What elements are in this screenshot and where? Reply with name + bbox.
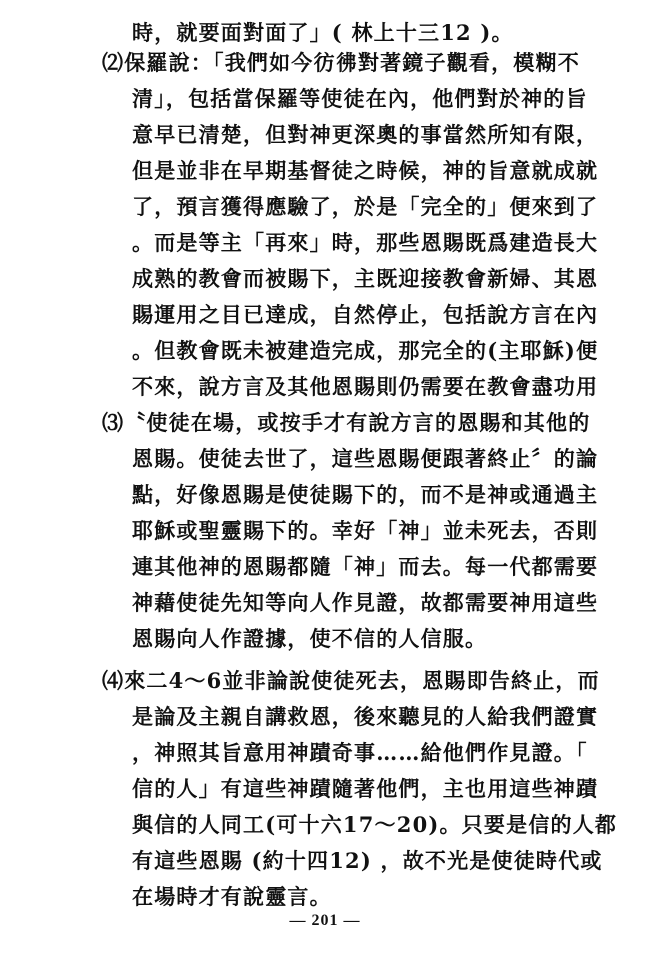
text-line: 清」，包括當保羅等使徒在內，他們對於神的旨 <box>132 86 588 111</box>
text-line: 與信的人同工(可十六17～20)。只要是信的人都 <box>132 812 618 837</box>
text-line: 是論及主親自講救恩，後來聽見的人給我們證實 <box>132 704 599 729</box>
text-line: 了，預言獲得應驗了，於是「完全的」便來到了 <box>132 194 599 219</box>
text-line: ⑷來二4～6並非論說使徒死去，恩賜即告終止，而 <box>102 668 600 693</box>
text-line: ，神照其旨意用神蹟奇事……給他們作見證。「 <box>132 740 588 765</box>
text-line: 有這些恩賜 (約十四12) ，故不光是使徒時代或 <box>132 848 603 873</box>
text-line: ⑶〝使徒在場，或按手才有說方言的恩賜和其他的 <box>102 410 591 435</box>
text-line: ⑵保羅說：「我們如今彷彿對著鏡子觀看，模糊不 <box>102 50 580 75</box>
text-line: 賜運用之目已達成，自然停止，包括說方言在內 <box>132 302 599 327</box>
text-line: 不來，說方言及其他恩賜則仍需要在教會盡功用 <box>132 374 599 399</box>
text-line: 但是並非在早期基督徒之時候，神的旨意就成就 <box>132 158 599 183</box>
text-line: 連其他神的恩賜都隨「神」而去。每一代都需要 <box>132 554 599 579</box>
text-line: 成熟的教會而被賜下，主既迎接教會新婦、其恩 <box>132 266 599 291</box>
text-line: 。而是等主「再來」時，那些恩賜既爲建造長大 <box>132 230 599 255</box>
text-line: 時，就要面對面了」( 林上十三12 )。 <box>132 20 514 45</box>
text-line: 恩賜。使徒去世了，這些恩賜便跟著終止〞的論 <box>132 446 599 471</box>
text-line: 神藉使徒先知等向人作見證，故都需要神用這些 <box>132 590 599 615</box>
text-line: 耶穌或聖靈賜下的。幸好「神」並未死去，否則 <box>132 518 599 543</box>
text-line: 意早已清楚，但對神更深奧的事當然所知有限， <box>132 122 599 147</box>
text-line: 信的人」有這些神蹟隨著他們，主也用這些神蹟 <box>132 776 599 801</box>
text-line: 在場時才有說靈言。 <box>132 884 332 909</box>
text-line: 點，好像恩賜是使徒賜下的，而不是神或通過主 <box>132 482 599 507</box>
text-line: 恩賜向人作證據，使不信的人信服。 <box>132 626 488 651</box>
text-line: 。但教會既未被建造完成，那完全的(主耶穌)便 <box>132 338 599 363</box>
page-number: — 201 — <box>289 912 361 929</box>
